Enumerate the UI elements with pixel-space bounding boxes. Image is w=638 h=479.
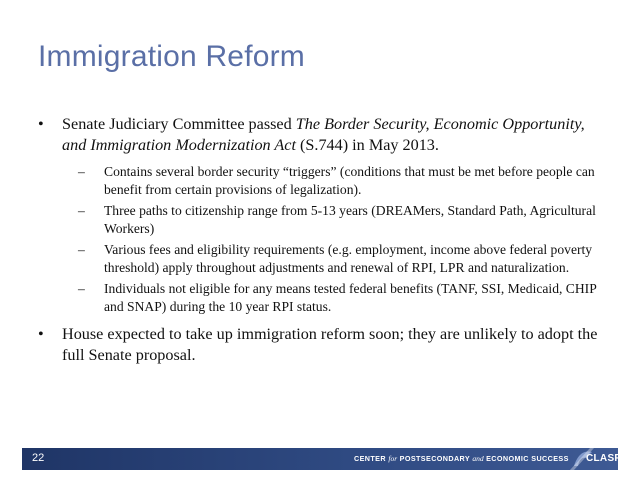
- bullet-senate-text-b: (S.744) in May 2013.: [295, 136, 439, 154]
- org-name-part2: POSTSECONDARY: [397, 454, 473, 463]
- clasp-logo-text: CLASP: [586, 453, 622, 464]
- slide-content: [38, 114, 598, 375]
- sub-bullet-paths: [38, 202, 598, 238]
- slide-title: Immigration Reform: [38, 40, 305, 73]
- sub-bullet-text: Contains several border security “triggers” (conditions that must be met before people can benefit from certain provisions of legalization).: [104, 164, 595, 197]
- bullet-senate-text-a: Senate Judiciary Committee passed: [62, 115, 296, 133]
- sub-bullet-text: Various fees and eligibility requirements (e.g. employment, income above federal poverty threshold) apply throughout adjustments and renewal of RPI, LPR and naturalization.: [104, 242, 593, 275]
- org-name: [354, 454, 569, 463]
- bullet-icon: •: [38, 115, 44, 133]
- org-name-part3: ECONOMIC SUCCESS: [483, 454, 569, 463]
- sub-bullet-text: Individuals not eligible for any means tested federal benefits (TANF, SSI, Medicaid, CHIP and SNAP) during the 10 year RPI status.: [104, 281, 597, 314]
- footer-bar: [22, 448, 622, 470]
- org-name-part1: CENTER: [354, 454, 389, 463]
- page-number: 22: [32, 452, 45, 464]
- sub-bullet-fees: [38, 241, 598, 277]
- sub-bullet-list: [38, 163, 598, 316]
- bullet-icon: •: [38, 325, 44, 343]
- sub-bullet-text: Three paths to citizenship range from 5-13 years (DREAMers, Standard Path, Agricultural Workers): [104, 203, 596, 236]
- org-name-and: and: [472, 454, 484, 463]
- bullet-house: [38, 324, 598, 366]
- sub-bullet-benefits: [38, 280, 598, 316]
- clasp-logo: [570, 448, 638, 470]
- bullet-house-text: House expected to take up immigration reform soon; they are unlikely to adopt the full Senate proposal.: [62, 325, 598, 364]
- dash-icon: –: [78, 203, 85, 218]
- dash-icon: –: [78, 164, 85, 179]
- act-name: The Border Security, Economic Opportunity, and Immigration Modernization Act: [62, 115, 585, 154]
- dash-icon: –: [78, 281, 85, 296]
- bullet-senate: [38, 114, 598, 156]
- dash-icon: –: [78, 242, 85, 257]
- sub-bullet-triggers: [38, 163, 598, 199]
- org-name-for: for: [388, 454, 398, 463]
